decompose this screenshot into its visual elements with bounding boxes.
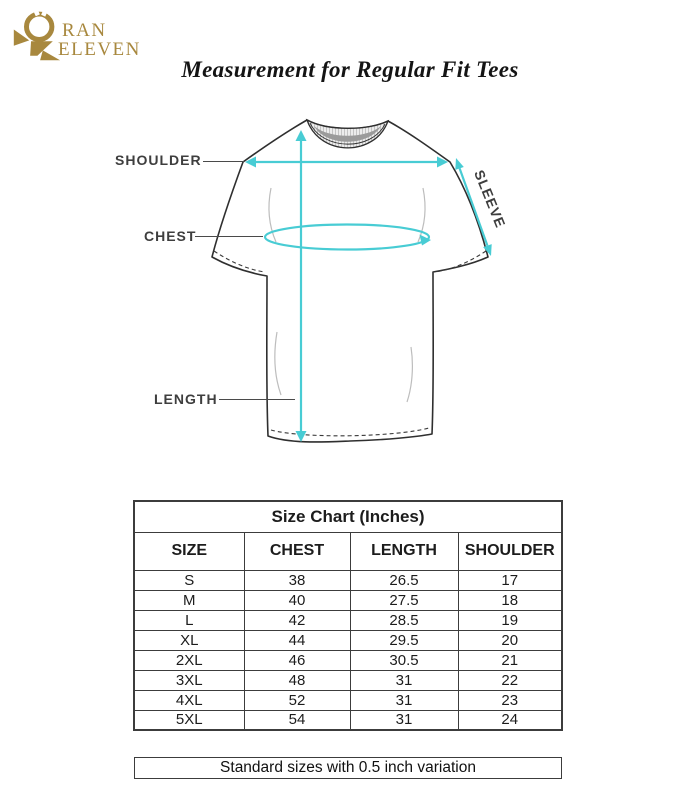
table-title: Size Chart (Inches) [134, 501, 562, 532]
brand-name-line1: RAN [62, 20, 107, 41]
chest-cell: 54 [244, 710, 350, 730]
table-row [134, 650, 562, 670]
chest-cell: 38 [244, 570, 350, 590]
sleeve-label: SLEEVE [471, 167, 509, 231]
table-row [134, 690, 562, 710]
col-header-length: LENGTH [350, 532, 458, 570]
table-row [134, 670, 562, 690]
length-cell: 30.5 [350, 650, 458, 670]
length-label: LENGTH [154, 391, 218, 407]
shoulder-cell: 20 [458, 630, 562, 650]
shoulder-cell: 21 [458, 650, 562, 670]
size-cell: S [134, 570, 244, 590]
size-cell: 3XL [134, 670, 244, 690]
table-title-row [134, 501, 562, 532]
chest-cell: 40 [244, 590, 350, 610]
size-cell: 4XL [134, 690, 244, 710]
chest-cell: 44 [244, 630, 350, 650]
variation-note: Standard sizes with 0.5 inch variation [134, 757, 562, 779]
size-cell: 2XL [134, 650, 244, 670]
shoulder-label: SHOULDER [115, 152, 202, 168]
chest-cell: 42 [244, 610, 350, 630]
length-cell: 31 [350, 670, 458, 690]
brand-name [58, 20, 141, 60]
length-cell: 28.5 [350, 610, 458, 630]
size-cell: L [134, 610, 244, 630]
table-row [134, 590, 562, 610]
page-title: Measurement for Regular Fit Tees [181, 57, 519, 82]
chest-label: CHEST [144, 228, 197, 244]
size-cell: M [134, 590, 244, 610]
table-row [134, 710, 562, 730]
length-cell: 31 [350, 690, 458, 710]
shoulder-cell: 24 [458, 710, 562, 730]
table-header-row [134, 532, 562, 570]
shoulder-cell: 17 [458, 570, 562, 590]
shoulder-cell: 19 [458, 610, 562, 630]
chest-cell: 46 [244, 650, 350, 670]
col-header-size: SIZE [134, 532, 244, 570]
shoulder-cell: 22 [458, 670, 562, 690]
table-row [134, 630, 562, 650]
chest-cell: 48 [244, 670, 350, 690]
table-row [134, 570, 562, 590]
length-cell: 31 [350, 710, 458, 730]
col-header-shoulder: SHOULDER [458, 532, 562, 570]
length-cell: 27.5 [350, 590, 458, 610]
table-row [134, 610, 562, 630]
col-header-chest: CHEST [244, 532, 350, 570]
length-cell: 29.5 [350, 630, 458, 650]
length-cell: 26.5 [350, 570, 458, 590]
shoulder-cell: 18 [458, 590, 562, 610]
brand-name-line2: ELEVEN [58, 39, 141, 60]
tshirt-outline [212, 120, 488, 442]
size-chart-table [133, 500, 563, 731]
size-cell: XL [134, 630, 244, 650]
size-cell: 5XL [134, 710, 244, 730]
chest-cell: 52 [244, 690, 350, 710]
shoulder-cell: 23 [458, 690, 562, 710]
